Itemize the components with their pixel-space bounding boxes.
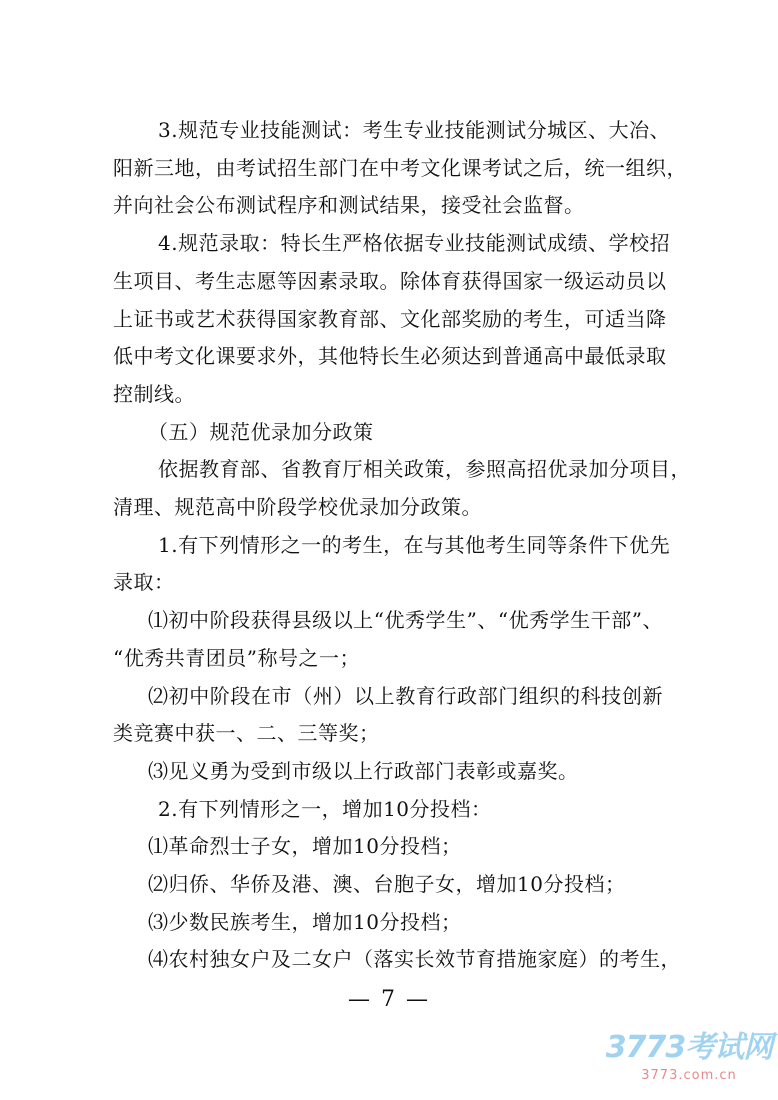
text-line: 清理、规范高中阶段学校优录加分政策。 bbox=[113, 495, 482, 519]
text-line: 阳新三地，由考试招生部门在中考文化课考试之后，统一组织， bbox=[113, 156, 687, 180]
text-line: 依据教育部、省教育厅相关政策，参照高招优录加分项目， bbox=[158, 457, 691, 481]
watermark-url: 3773.com.cn bbox=[641, 1068, 737, 1083]
page-number: — 7 — bbox=[348, 987, 430, 1012]
text-line: 录取： bbox=[113, 570, 175, 594]
text-line: ⑴革命烈士子女，增加10分投档； bbox=[148, 834, 462, 858]
text-line: “优秀共青团员”称号之一； bbox=[113, 646, 360, 670]
watermark-logo: 3773考试网 bbox=[605, 1030, 773, 1065]
section-heading: （五）规范优录加分政策 bbox=[148, 420, 374, 444]
text-line: 生项目、考生志愿等因素录取。除体育获得国家一级运动员以 bbox=[113, 269, 667, 293]
text-line: 上证书或艺术获得国家教育部、文化部奖励的考生，可适当降 bbox=[113, 307, 667, 331]
text-line: ⑵初中阶段在市（州）以上教育行政部门组织的科技创新 bbox=[148, 684, 663, 708]
text-line: 控制线。 bbox=[113, 382, 195, 406]
watermark bbox=[604, 1030, 774, 1096]
text-line: ⑴初中阶段获得县级以上“优秀学生”、“优秀学生干部”、 bbox=[148, 608, 663, 632]
text-line: 3.规范专业技能测试：考生专业技能测试分城区、大冶、 bbox=[158, 118, 671, 142]
text-line: 2.有下列情形之一，增加10分投档： bbox=[158, 797, 492, 821]
text-line: ⑷农村独女户及二女户（落实长效节育措施家庭）的考生， bbox=[148, 947, 681, 971]
text-line: ⑶见义勇为受到市级以上行政部门表彰或嘉奖。 bbox=[148, 759, 579, 783]
text-line: ⑵归侨、华侨及港、澳、台胞子女，增加10分投档； bbox=[148, 872, 626, 896]
text-line: ⑶少数民族考生，增加10分投档； bbox=[148, 910, 462, 934]
text-line: 类竞赛中获一、二、三等奖； bbox=[113, 721, 380, 745]
text-line: 1.有下列情形之一的考生，在与其他考生同等条件下优先 bbox=[158, 533, 671, 557]
text-line: 4.规范录取：特长生严格依据专业技能测试成绩、学校招 bbox=[158, 231, 671, 255]
text-line: 并向社会公布测试程序和测试结果，接受社会监督。 bbox=[113, 193, 585, 217]
text-line: 低中考文化课要求外，其他特长生必须达到普通高中最低录取 bbox=[113, 344, 667, 368]
